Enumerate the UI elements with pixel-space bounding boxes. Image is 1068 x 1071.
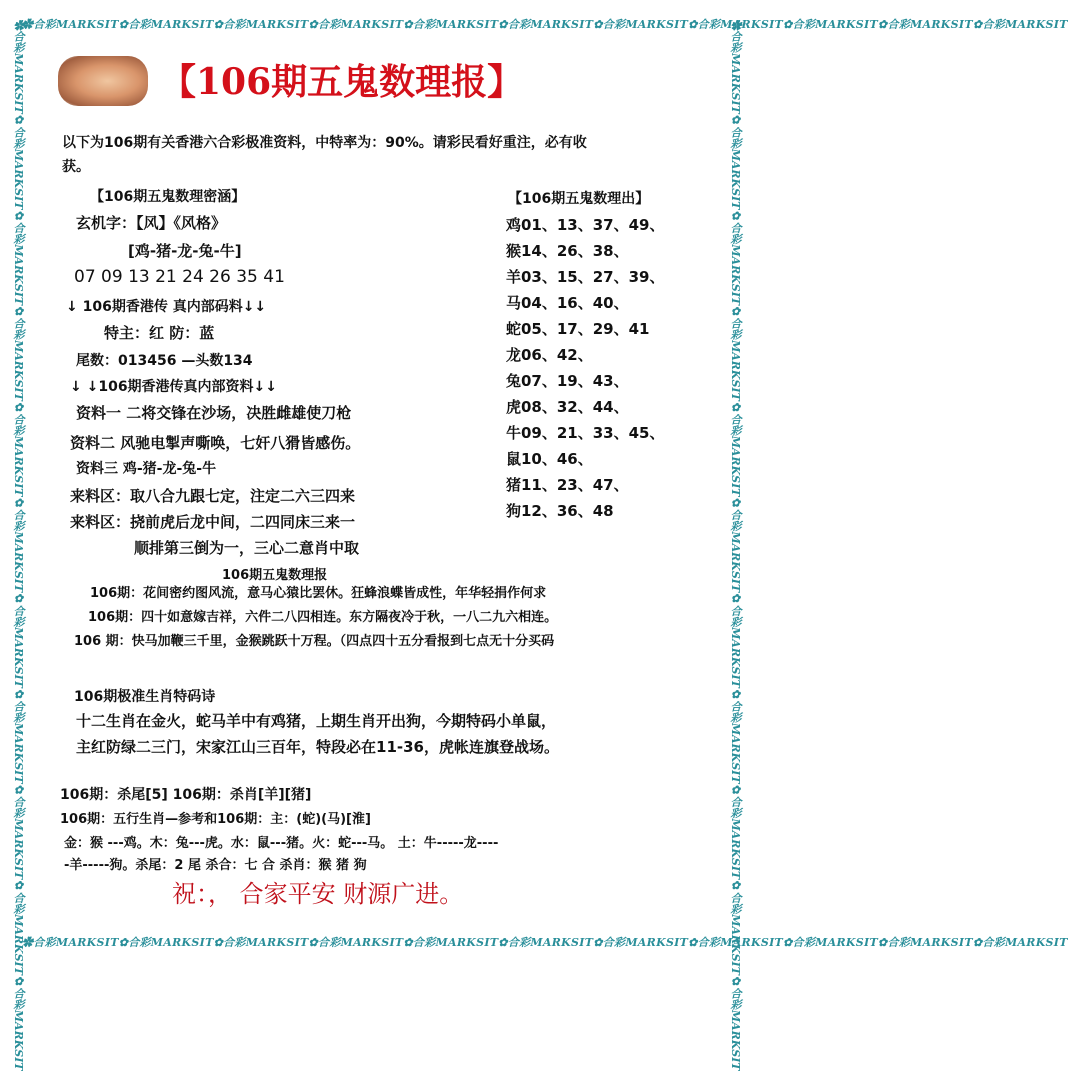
lai-3: 顺排第三倒为一，三心二意肖中取 bbox=[134, 539, 360, 557]
border-right-watermark: ✿合彩MARKSIT✿合彩MARKSIT✿合彩MARKSIT✿合彩MARKSIT✿合彩MARKSIT✿合彩MARKSIT✿合彩MARKSIT✿合彩MARKSIT✿合彩MARKSIT✿合彩MARKSIT✿合彩MARKSIT bbox=[729, 20, 742, 1071]
poem-line-1: 十二生肖在金火，蛇马羊中有鸡猪，上期生肖开出狗，今期特码小单鼠， bbox=[76, 712, 557, 730]
middle-para-2: 106期：四十如意嫁吉祥，六件二八四相连。东方隔夜冷于秋，一八二九六相连。 bbox=[88, 610, 558, 625]
border-left-watermark: ✿合彩MARKSIT✿合彩MARKSIT✿合彩MARKSIT✿合彩MARKSIT✿合彩MARKSIT✿合彩MARKSIT✿合彩MARKSIT✿合彩MARKSIT✿合彩MARKSIT✿合彩MARKSIT✿合彩MARKSIT bbox=[12, 20, 25, 1071]
intro-line-1: 以下为106期有关香港六合彩极准资料，中特率为：90%。请彩民看好重注，必有收 bbox=[62, 135, 587, 151]
intro-line-2: 获。 bbox=[62, 159, 90, 175]
zodiac-row: 猪11、23、47、 bbox=[506, 476, 629, 494]
zodiac-row: 虎08、32、44、 bbox=[506, 398, 629, 416]
zodiac-row: 龙06、42、 bbox=[506, 346, 593, 364]
page-title: 【106期五鬼数理报】 bbox=[160, 61, 524, 103]
avatar-photo bbox=[58, 56, 148, 106]
zodiac-row: 猴14、26、38、 bbox=[506, 242, 629, 260]
zodiac-row: 鼠10、46、 bbox=[506, 450, 593, 468]
inside-code-line: ↓ 106期香港传 真内部码料↓↓ bbox=[66, 299, 267, 315]
zodiac-row: 狗12、36、48 bbox=[506, 502, 614, 520]
middle-section-title: 106期五鬼数理报 bbox=[222, 568, 328, 583]
middle-para-3: 106 期：快马加鞭三千里，金猴跳跃十万程。（四点四十五分看报到七点无十分买码 bbox=[74, 634, 555, 649]
info-3: 资料三 鸡-猪-龙-兔-牛 bbox=[76, 461, 217, 477]
blessing: 祝：， 合家平安 财源广进。 bbox=[172, 880, 464, 908]
zodiac-row: 鸡01、13、37、49、 bbox=[506, 216, 665, 234]
lai-1: 来料区：取八合九跟七定，注定二六三四来 bbox=[70, 487, 356, 505]
zodiac-row: 牛09、21、33、45、 bbox=[506, 424, 665, 442]
zodiac-row: 蛇05、17、29、41 bbox=[506, 320, 650, 338]
zodiac-row: 马04、16、40、 bbox=[506, 294, 629, 312]
animals-line: [鸡-猪-龙-兔-牛] bbox=[128, 242, 242, 260]
left-heading: 【106期五鬼数理密涵】 bbox=[90, 189, 246, 205]
bottom-line-2: 106期：五行生肖—参考和106期：主：(蛇)(马)[淮] bbox=[60, 812, 371, 827]
border-bottom-watermark: ✿合彩MARKSIT✿合彩MARKSIT✿合彩MARKSIT✿合彩MARKSIT✿合彩MARKSIT✿合彩MARKSIT✿合彩MARKSIT✿合彩MARKSIT✿合彩MARKSIT✿合彩MARKSIT✿合彩MARKSIT bbox=[22, 936, 1068, 949]
lai-2: 来料区：挠前虎后龙中间，二四同床三来一 bbox=[70, 513, 356, 531]
bottom-line-3: 金：猴 ---鸡。木：兔---虎。水：鼠---猪。火：蛇---马。 土：牛-----龙---- bbox=[64, 836, 499, 851]
right-heading: 【106期五鬼数理出】 bbox=[508, 191, 650, 207]
bottom-line-4: -羊-----狗。杀尾：2 尾 杀合：七 合 杀肖：猴 猪 狗 bbox=[64, 858, 367, 873]
info-2: 资料二 风驰电掣声嘶唤，七奸八猾皆感伤。 bbox=[70, 434, 361, 452]
middle-para-1: 106期：花间密约图风流，意马心猿比罢休。狂蜂浪蝶皆成性，年华轻捐作何求 bbox=[90, 586, 547, 601]
info-1: 资料一 二将交锋在沙场，决胜雌雄使刀枪 bbox=[76, 404, 352, 422]
border-top-watermark: ✿合彩MARKSIT✿合彩MARKSIT✿合彩MARKSIT✿合彩MARKSIT✿合彩MARKSIT✿合彩MARKSIT✿合彩MARKSIT✿合彩MARKSIT✿合彩MARKSIT✿合彩MARKSIT✿合彩MARKSIT bbox=[22, 18, 1068, 31]
zodiac-row: 羊03、15、27、39、 bbox=[506, 268, 665, 286]
te-zhu-line: 特主：红 防：蓝 bbox=[104, 324, 215, 342]
xuanji-line: 玄机字：【风】《风格》 bbox=[76, 214, 227, 232]
tail-head-line: 尾数：013456 —头数134 bbox=[76, 353, 253, 369]
poem-heading: 106期极准生肖特码诗 bbox=[74, 689, 216, 705]
numbers-line: 07 09 13 21 24 26 35 41 bbox=[74, 267, 285, 287]
inside-info-line: ↓ ↓106期香港传真内部资料↓↓ bbox=[70, 379, 278, 395]
poem-line-2: 主红防绿二三门，宋家江山三百年，特段必在11-36，虎帐连旗登战场。 bbox=[76, 738, 559, 756]
zodiac-row: 兔07、19、43、 bbox=[506, 372, 629, 390]
bottom-line-1: 106期：杀尾[5] 106期：杀肖[羊][猪] bbox=[60, 787, 312, 803]
